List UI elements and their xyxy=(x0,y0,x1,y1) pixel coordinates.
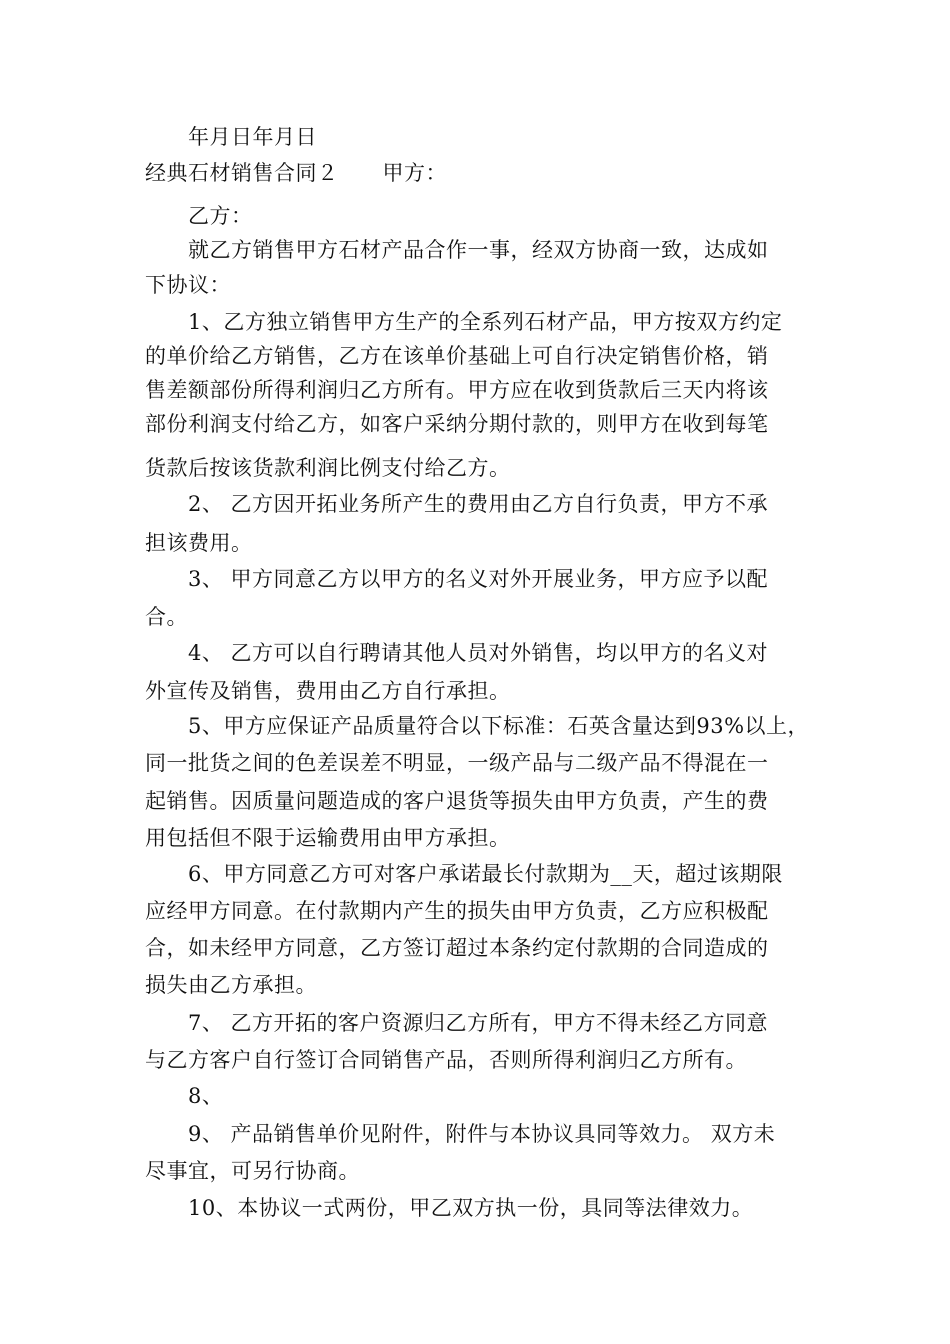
clause-1-line: 的单价给乙方销售，乙方在该单价基础上可自行决定销售价格，销 xyxy=(145,344,769,368)
clause-6-line: 合，如未经甲方同意，乙方签订超过本条约定付款期的合同造成的 xyxy=(145,936,769,960)
clause-4-line: 4、 乙方可以自行聘请其他人员对外销售，均以甲方的名义对 xyxy=(188,641,769,665)
intro-line: 下协议： xyxy=(145,273,231,297)
clause-1-line: 售差额部份所得利润归乙方所有。甲方应在收到货款后三天内将该 xyxy=(145,378,769,402)
party-a-label: 甲方： xyxy=(382,161,447,185)
clause-1-line: 部份利润支付给乙方，如客户采纳分期付款的，则甲方在收到每笔 xyxy=(145,412,769,436)
clause-6-line: 6、甲方同意乙方可对客户承诺最长付款期为__天，超过该期限 xyxy=(188,862,783,886)
clause-4-line: 外宣传及销售，费用由乙方自行承担。 xyxy=(145,679,511,703)
clause-7-line: 与乙方客户自行签订合同销售产品，否则所得利润归乙方所有。 xyxy=(145,1048,747,1072)
clause-6-line: 损失由乙方承担。 xyxy=(145,973,317,997)
clause-10-line: 10、本协议一式两份，甲乙双方执一份，具同等法律效力。 xyxy=(188,1196,754,1220)
clause-9-line: 9、 产品销售单价见附件，附件与本协议具同等效力。 双方未 xyxy=(188,1122,776,1146)
clause-9-line: 尽事宜，可另行协商。 xyxy=(145,1159,360,1183)
clause-3-line: 合。 xyxy=(145,605,188,629)
date-line: 年月日年月日 xyxy=(188,125,317,149)
clause-1-line: 1、乙方独立销售甲方生产的全系列石材产品，甲方按双方约定 xyxy=(188,310,783,334)
clause-5-line: 起销售。因质量问题造成的客户退货等损失由甲方负责，产生的费 xyxy=(145,789,769,813)
contract-title: 经典石材销售合同２ xyxy=(145,161,339,185)
clause-1-line: 货款后按该货款利润比例支付给乙方。 xyxy=(145,456,511,480)
clause-7-line: 7、 乙方开拓的客户资源归乙方所有，甲方不得未经乙方同意 xyxy=(188,1011,769,1035)
intro-line: 就乙方销售甲方石材产品合作一事，经双方协商一致，达成如 xyxy=(188,238,769,262)
title-line xyxy=(145,160,835,186)
clause-2-line: 担该费用。 xyxy=(145,531,253,555)
clause-3-line: 3、 甲方同意乙方以甲方的名义对外开展业务，甲方应予以配 xyxy=(188,567,769,591)
clause-5-line: 5、甲方应保证产品质量符合以下标准：石英含量达到93%以上， xyxy=(188,714,810,738)
clause-5-line: 同一批货之间的色差误差不明显，一级产品与二级产品不得混在一 xyxy=(145,751,769,775)
clause-6-line: 应经甲方同意。在付款期内产生的损失由甲方负责，乙方应积极配 xyxy=(145,899,769,923)
clause-5-line: 用包括但不限于运输费用由甲方承担。 xyxy=(145,826,511,850)
clause-8-line: 8、 xyxy=(188,1084,224,1108)
clause-2-line: 2、 乙方因开拓业务所产生的费用由乙方自行负责，甲方不承 xyxy=(188,492,769,516)
party-b-label: 乙方： xyxy=(188,204,253,228)
